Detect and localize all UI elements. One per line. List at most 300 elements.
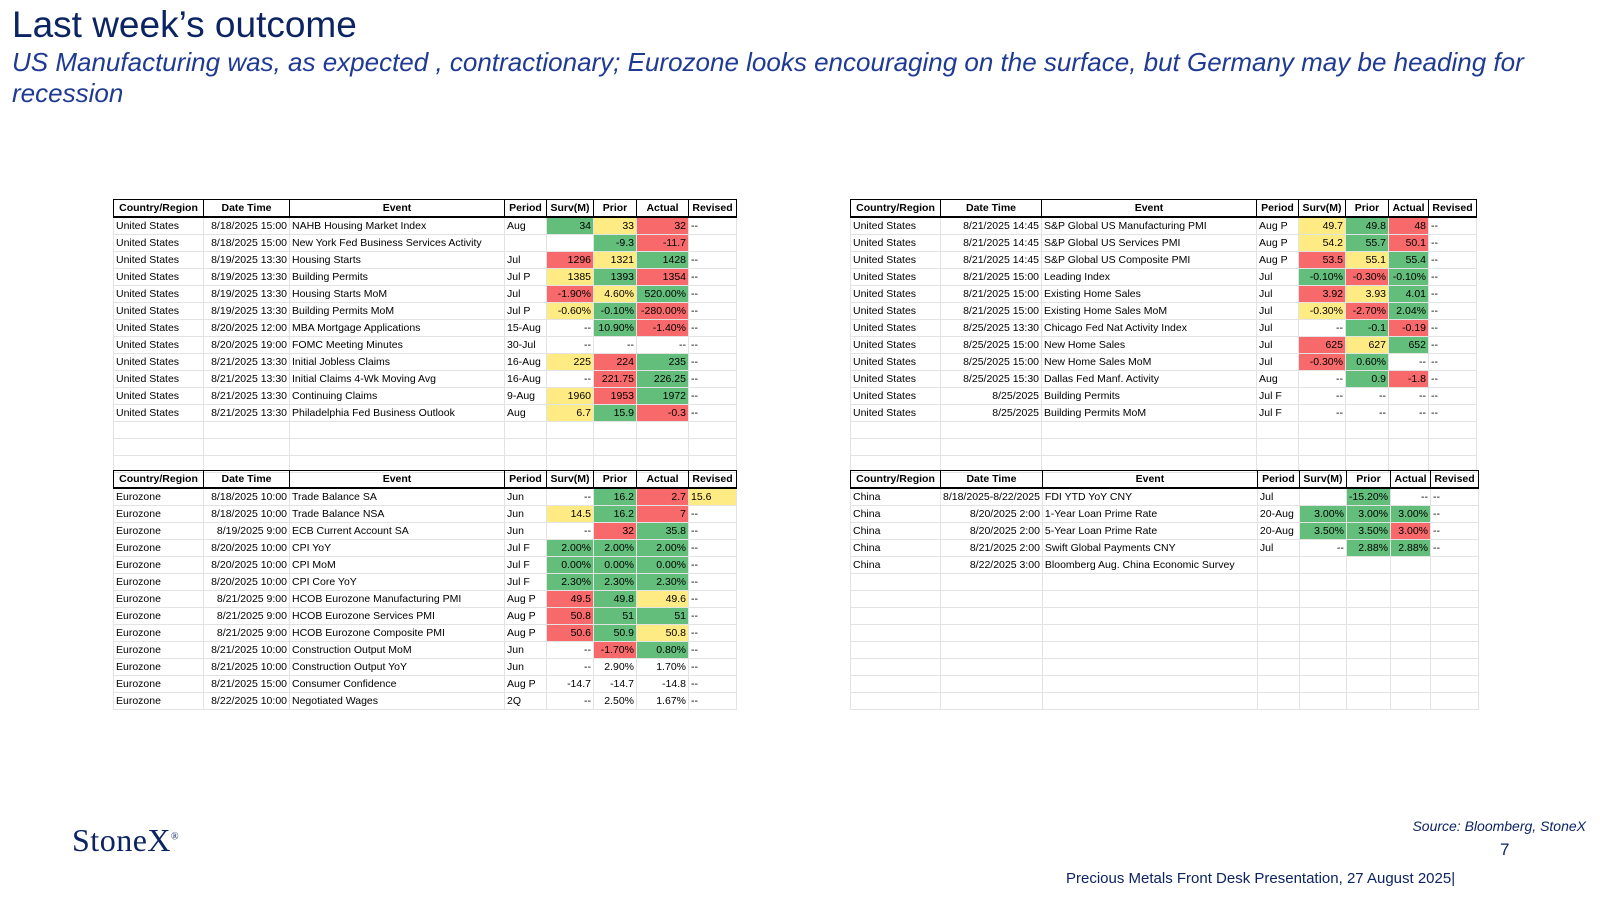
table-cell: Eurozone [114, 676, 204, 693]
table-cell: Chicago Fed Nat Activity Index [1042, 320, 1257, 337]
table-cell: 8/25/2025 [941, 388, 1042, 405]
empty-row [851, 693, 1479, 710]
table-cell: 8/18/2025 15:00 [204, 235, 290, 252]
table-cell: Aug P [1257, 252, 1299, 269]
table-cell: 8/21/2025 15:00 [941, 303, 1042, 320]
table-cell: Eurozone [114, 506, 204, 523]
table-cell: Jul [1257, 286, 1299, 303]
table-cell: 8/19/2025 13:30 [204, 286, 290, 303]
table-cell: 49.7 [1299, 217, 1346, 235]
column-header: Revised [1431, 471, 1479, 489]
table-row [114, 540, 737, 557]
column-header: Date Time [204, 471, 290, 489]
table-cell: HCOB Eurozone Services PMI [290, 608, 505, 625]
table-cell: Building Permits MoM [1042, 405, 1257, 422]
table-cell: 15-Aug [505, 320, 547, 337]
table-cell: 50.6 [547, 625, 594, 642]
table-cell: -- [547, 320, 594, 337]
table-cell: -- [689, 540, 737, 557]
table-cell [1299, 557, 1346, 574]
table-cell: Jul [1257, 540, 1299, 557]
table-cell: China [851, 557, 941, 574]
table-cell: 0.00% [594, 557, 637, 574]
table-row [851, 371, 1477, 388]
table-cell: 8/18/2025 15:00 [204, 217, 290, 235]
table-row [114, 506, 737, 523]
table-cell: 4.60% [594, 286, 637, 303]
table-cell: China [851, 523, 941, 540]
eurozone-calendar-table [113, 470, 737, 710]
table-cell: -15.20% [1346, 488, 1390, 506]
table-cell: -14.7 [594, 676, 637, 693]
table-cell: 1296 [547, 252, 594, 269]
table-cell: -- [689, 557, 737, 574]
table-cell: 8/25/2025 15:00 [941, 354, 1042, 371]
table-cell: 32 [637, 217, 689, 235]
table-cell: -1.90% [547, 286, 594, 303]
table-cell: -- [547, 371, 594, 388]
table-cell: FOMC Meeting Minutes [290, 337, 505, 354]
table-cell: 2.00% [594, 540, 637, 557]
table-cell: Trade Balance NSA [290, 506, 505, 523]
table-cell: 8/20/2025 10:00 [204, 557, 290, 574]
table-cell: Aug P [1257, 217, 1299, 235]
table-cell: Eurozone [114, 591, 204, 608]
table-cell: United States [114, 252, 204, 269]
table-cell: -- [689, 659, 737, 676]
table-cell: 1321 [594, 252, 637, 269]
table-cell: -0.30% [1346, 269, 1389, 286]
table-cell: HCOB Eurozone Composite PMI [290, 625, 505, 642]
table-row [851, 337, 1477, 354]
table-cell: Leading Index [1042, 269, 1257, 286]
table-cell: Jul P [505, 303, 547, 320]
table-cell: 50.1 [1389, 235, 1429, 252]
table-row [851, 354, 1477, 371]
table-cell: -- [1431, 523, 1479, 540]
table-cell: 8/25/2025 [941, 405, 1042, 422]
table-cell: Housing Starts [290, 252, 505, 269]
table-cell: 49.8 [594, 591, 637, 608]
table-cell: Jul [1257, 303, 1299, 320]
table-cell: 10.90% [594, 320, 637, 337]
table-cell: ECB Current Account SA [290, 523, 505, 540]
table-cell: Jun [505, 659, 547, 676]
table-cell: 8/21/2025 9:00 [204, 608, 290, 625]
table-cell: Aug P [505, 676, 547, 693]
empty-row [114, 422, 737, 439]
table-row [114, 252, 737, 269]
table-cell: New Home Sales MoM [1042, 354, 1257, 371]
table-cell: Eurozone [114, 488, 204, 506]
table-cell: Initial Claims 4-Wk Moving Avg [290, 371, 505, 388]
table-cell: 54.2 [1299, 235, 1346, 252]
table-cell: -14.7 [547, 676, 594, 693]
table-cell: 3.00% [1391, 506, 1431, 523]
column-header: Prior [594, 471, 637, 489]
table-cell: 16.2 [594, 506, 637, 523]
table-cell: -- [1429, 303, 1477, 320]
table-cell: -- [1429, 252, 1477, 269]
table-cell: Aug P [505, 625, 547, 642]
table-cell: 8/25/2025 15:30 [941, 371, 1042, 388]
table-cell: United States [851, 405, 941, 422]
table-cell: United States [114, 303, 204, 320]
table-cell: 8/21/2025 13:30 [204, 405, 290, 422]
column-header: Revised [689, 471, 737, 489]
table-cell: 30-Jul [505, 337, 547, 354]
table-cell: -- [1429, 269, 1477, 286]
table-cell: -- [689, 217, 737, 235]
table-cell: Philadelphia Fed Business Outlook [290, 405, 505, 422]
table-cell: 8/25/2025 15:00 [941, 337, 1042, 354]
table-row [851, 303, 1477, 320]
table-cell: Construction Output MoM [290, 642, 505, 659]
table-cell: 20-Aug [1257, 506, 1299, 523]
table-cell: NAHB Housing Market Index [290, 217, 505, 235]
table-cell: 8/18/2025 10:00 [204, 506, 290, 523]
empty-row [851, 574, 1479, 591]
table-cell: 8/18/2025 10:00 [204, 488, 290, 506]
empty-row [114, 439, 737, 456]
table-row [851, 506, 1479, 523]
empty-row [851, 659, 1479, 676]
table-cell: 2.30% [594, 574, 637, 591]
table-cell: -11.7 [637, 235, 689, 252]
table-cell: -- [547, 488, 594, 506]
table-cell: 1393 [594, 269, 637, 286]
table-cell: -1.8 [1389, 371, 1429, 388]
table-cell: 3.00% [1346, 506, 1390, 523]
table-cell: CPI YoY [290, 540, 505, 557]
table-cell: -- [1346, 388, 1389, 405]
table-cell: -- [1389, 354, 1429, 371]
table-cell: 8/21/2025 13:30 [204, 371, 290, 388]
table-cell: 1354 [637, 269, 689, 286]
table-cell: Existing Home Sales MoM [1042, 303, 1257, 320]
table-cell: 49.5 [547, 591, 594, 608]
table-cell: -1.70% [594, 642, 637, 659]
table-cell: -- [689, 405, 737, 422]
table-cell: United States [114, 235, 204, 252]
slide-subtitle: US Manufacturing was, as expected , contractionary; Eurozone looks encouraging on the surface, but Germany may be heading for recession [12, 47, 1524, 108]
table-row [851, 523, 1479, 540]
table-cell: 1428 [637, 252, 689, 269]
table-row [114, 659, 737, 676]
table-cell: 1-Year Loan Prime Rate [1042, 506, 1257, 523]
table-cell [547, 235, 594, 252]
table-cell: -0.30% [1299, 303, 1346, 320]
table-cell: CPI Core YoY [290, 574, 505, 591]
table-cell: Swift Global Payments CNY [1042, 540, 1257, 557]
table-cell: -0.30% [1299, 354, 1346, 371]
table-cell: 1953 [594, 388, 637, 405]
table-cell: United States [851, 252, 941, 269]
table-cell: Aug P [505, 608, 547, 625]
table-row [851, 405, 1477, 422]
table-cell: New Home Sales [1042, 337, 1257, 354]
table-cell: Jul F [1257, 388, 1299, 405]
table-cell: 8/25/2025 13:30 [941, 320, 1042, 337]
column-header: Event [1042, 471, 1257, 489]
table-cell: 3.00% [1299, 506, 1346, 523]
table-cell: 225 [547, 354, 594, 371]
table-cell: 8/21/2025 13:30 [204, 354, 290, 371]
table-cell: Aug P [1257, 235, 1299, 252]
table-cell: Aug [505, 217, 547, 235]
table-cell: 8/19/2025 9:00 [204, 523, 290, 540]
table-cell: -- [689, 523, 737, 540]
table-cell: -- [1429, 337, 1477, 354]
table-cell: 8/22/2025 10:00 [204, 693, 290, 710]
table-cell: 8/21/2025 14:45 [941, 235, 1042, 252]
column-header: Country/Region [114, 471, 204, 489]
table-row [851, 252, 1477, 269]
table-cell: 0.00% [547, 557, 594, 574]
column-header: Period [1257, 200, 1299, 218]
table-cell: -- [1429, 371, 1477, 388]
table-cell: 8/21/2025 2:00 [941, 540, 1043, 557]
table-cell: -- [547, 642, 594, 659]
table-cell: 8/21/2025 14:45 [941, 252, 1042, 269]
table-cell: Jul [1257, 320, 1299, 337]
empty-row [851, 625, 1479, 642]
column-header: Event [290, 471, 505, 489]
table-cell: -0.60% [547, 303, 594, 320]
table-cell: -- [1346, 405, 1389, 422]
table-cell: 14.5 [547, 506, 594, 523]
empty-row [851, 676, 1479, 693]
table-cell: 2.88% [1391, 540, 1431, 557]
table-cell: Eurozone [114, 557, 204, 574]
table-cell: -- [689, 337, 737, 354]
table-cell: Negotiated Wages [290, 693, 505, 710]
table-cell: Jul [505, 252, 547, 269]
table-cell: -- [689, 269, 737, 286]
table-cell: Jul [1257, 269, 1299, 286]
table-cell: 8/21/2025 9:00 [204, 591, 290, 608]
table-cell: China [851, 488, 941, 506]
table-cell: Jul P [505, 269, 547, 286]
table-cell: Jul F [505, 574, 547, 591]
table-cell: 51 [637, 608, 689, 625]
table-cell: -- [689, 676, 737, 693]
table-cell: 652 [1389, 337, 1429, 354]
table-cell: United States [851, 303, 941, 320]
table-cell: Construction Output YoY [290, 659, 505, 676]
footer-text: Precious Metals Front Desk Presentation, 27 August 2025| [1066, 870, 1456, 887]
table-cell: 520.00% [637, 286, 689, 303]
table-row [851, 320, 1477, 337]
column-header: Surv(M) [547, 471, 594, 489]
china-calendar-table [850, 470, 1479, 710]
table-cell: 1960 [547, 388, 594, 405]
table-cell: Jul F [505, 557, 547, 574]
table-cell: 8/21/2025 14:45 [941, 217, 1042, 235]
table-cell: 2.30% [637, 574, 689, 591]
table-cell: 8/20/2025 2:00 [941, 506, 1043, 523]
table-row [114, 591, 737, 608]
table-row [114, 693, 737, 710]
table-row [114, 320, 737, 337]
table-cell [1431, 557, 1479, 574]
table-cell: Jul [505, 286, 547, 303]
table-cell: United States [114, 286, 204, 303]
table-cell: Jun [505, 523, 547, 540]
table-cell: United States [114, 388, 204, 405]
table-cell: 3.00% [1391, 523, 1431, 540]
table-cell: 2.88% [1346, 540, 1390, 557]
table-cell: Jul F [505, 540, 547, 557]
table-cell: 625 [1299, 337, 1346, 354]
table-cell: -- [689, 506, 737, 523]
table-row [851, 388, 1477, 405]
table-cell: 34 [547, 217, 594, 235]
table-cell: New York Fed Business Services Activity [290, 235, 505, 252]
table-cell: 5-Year Loan Prime Rate [1042, 523, 1257, 540]
table-cell: 627 [1346, 337, 1389, 354]
table-cell: -- [1389, 405, 1429, 422]
table-cell: 3.50% [1346, 523, 1390, 540]
table-cell: Trade Balance SA [290, 488, 505, 506]
table-cell: 2.90% [594, 659, 637, 676]
table-cell: S&P Global US Composite PMI [1042, 252, 1257, 269]
table-cell: 8/20/2025 2:00 [941, 523, 1043, 540]
empty-row [851, 608, 1479, 625]
table-cell: Jul [1257, 337, 1299, 354]
table-row [114, 269, 737, 286]
table-cell: 16-Aug [505, 371, 547, 388]
table-row [114, 488, 737, 506]
table-cell: -- [1389, 388, 1429, 405]
table-cell: -- [689, 574, 737, 591]
table-cell: 1972 [637, 388, 689, 405]
table-cell: -280.00% [637, 303, 689, 320]
table-cell: 50.9 [594, 625, 637, 642]
table-cell: 8/20/2025 10:00 [204, 540, 290, 557]
table-row [114, 608, 737, 625]
column-header: Country/Region [851, 471, 941, 489]
table-cell: -- [1429, 320, 1477, 337]
table-cell: 8/20/2025 10:00 [204, 574, 290, 591]
table-cell: 35.8 [637, 523, 689, 540]
table-cell: United States [114, 371, 204, 388]
column-header: Surv(M) [1299, 200, 1346, 218]
table-cell: 50.8 [637, 625, 689, 642]
table-cell: 2.7 [637, 488, 689, 506]
table-cell: Bloomberg Aug. China Economic Survey [1042, 557, 1257, 574]
table-cell: -- [547, 337, 594, 354]
table-cell: 1.67% [637, 693, 689, 710]
table-cell: 7 [637, 506, 689, 523]
table-cell: 0.00% [637, 557, 689, 574]
table-cell: China [851, 506, 941, 523]
table-cell: 2.00% [547, 540, 594, 557]
empty-row [851, 422, 1477, 439]
table-cell: 3.92 [1299, 286, 1346, 303]
table-cell: -0.10% [1299, 269, 1346, 286]
column-header: Date Time [204, 200, 290, 218]
table-cell: 6.7 [547, 405, 594, 422]
table-cell: -- [547, 523, 594, 540]
table-cell: Continuing Claims [290, 388, 505, 405]
table-cell: 8/20/2025 12:00 [204, 320, 290, 337]
table-cell: 15.6 [689, 488, 737, 506]
table-cell: MBA Mortgage Applications [290, 320, 505, 337]
table-cell [689, 235, 737, 252]
table-row [114, 217, 737, 235]
table-cell: 15.9 [594, 405, 637, 422]
table-row [114, 337, 737, 354]
table-cell: 1385 [547, 269, 594, 286]
stonex-logo: StoneX® [72, 822, 180, 858]
table-row [114, 354, 737, 371]
table-cell: -- [689, 642, 737, 659]
table-cell: -- [689, 693, 737, 710]
table-cell: 3.50% [1299, 523, 1346, 540]
table-cell: 4.01 [1389, 286, 1429, 303]
table-row [851, 235, 1477, 252]
table-row [114, 303, 737, 320]
table-cell: -- [689, 303, 737, 320]
table-cell: -1.40% [637, 320, 689, 337]
table-cell: China [851, 540, 941, 557]
table-cell: -- [594, 337, 637, 354]
table-row [851, 286, 1477, 303]
column-header: Actual [1391, 471, 1431, 489]
column-header: Date Time [941, 200, 1042, 218]
table-cell: -- [547, 659, 594, 676]
column-header: Actual [637, 471, 689, 489]
table-cell: 8/21/2025 10:00 [204, 659, 290, 676]
table-cell: 8/21/2025 15:00 [941, 269, 1042, 286]
table-cell: Initial Jobless Claims [290, 354, 505, 371]
table-row [114, 388, 737, 405]
table-cell: 8/19/2025 13:30 [204, 252, 290, 269]
column-header: Prior [594, 200, 637, 218]
table-row [851, 217, 1477, 235]
table-cell: United States [851, 286, 941, 303]
table-cell: United States [114, 320, 204, 337]
table-cell: Eurozone [114, 642, 204, 659]
table-cell: 8/21/2025 10:00 [204, 642, 290, 659]
table-cell: 49.6 [637, 591, 689, 608]
column-header: Surv(M) [547, 200, 594, 218]
table-cell: -- [1429, 388, 1477, 405]
table-cell: Eurozone [114, 574, 204, 591]
slide-title: Last week’s outcome [12, 4, 357, 45]
table-cell: Eurozone [114, 523, 204, 540]
table-cell: United States [851, 337, 941, 354]
table-cell: United States [114, 217, 204, 235]
table-cell: -- [689, 354, 737, 371]
table-cell: -- [689, 371, 737, 388]
table-cell: Jun [505, 488, 547, 506]
table-row [114, 286, 737, 303]
empty-row [851, 591, 1479, 608]
column-header: Revised [689, 200, 737, 218]
table-cell: Building Permits MoM [290, 303, 505, 320]
table-cell: -- [689, 320, 737, 337]
column-header: Period [1257, 471, 1299, 489]
table-row [114, 625, 737, 642]
table-cell: -- [689, 286, 737, 303]
table-cell: -0.3 [637, 405, 689, 422]
table-cell: 8/21/2025 13:30 [204, 388, 290, 405]
table-cell: 33 [594, 217, 637, 235]
table-cell: -- [1429, 405, 1477, 422]
table-cell: Jun [505, 642, 547, 659]
